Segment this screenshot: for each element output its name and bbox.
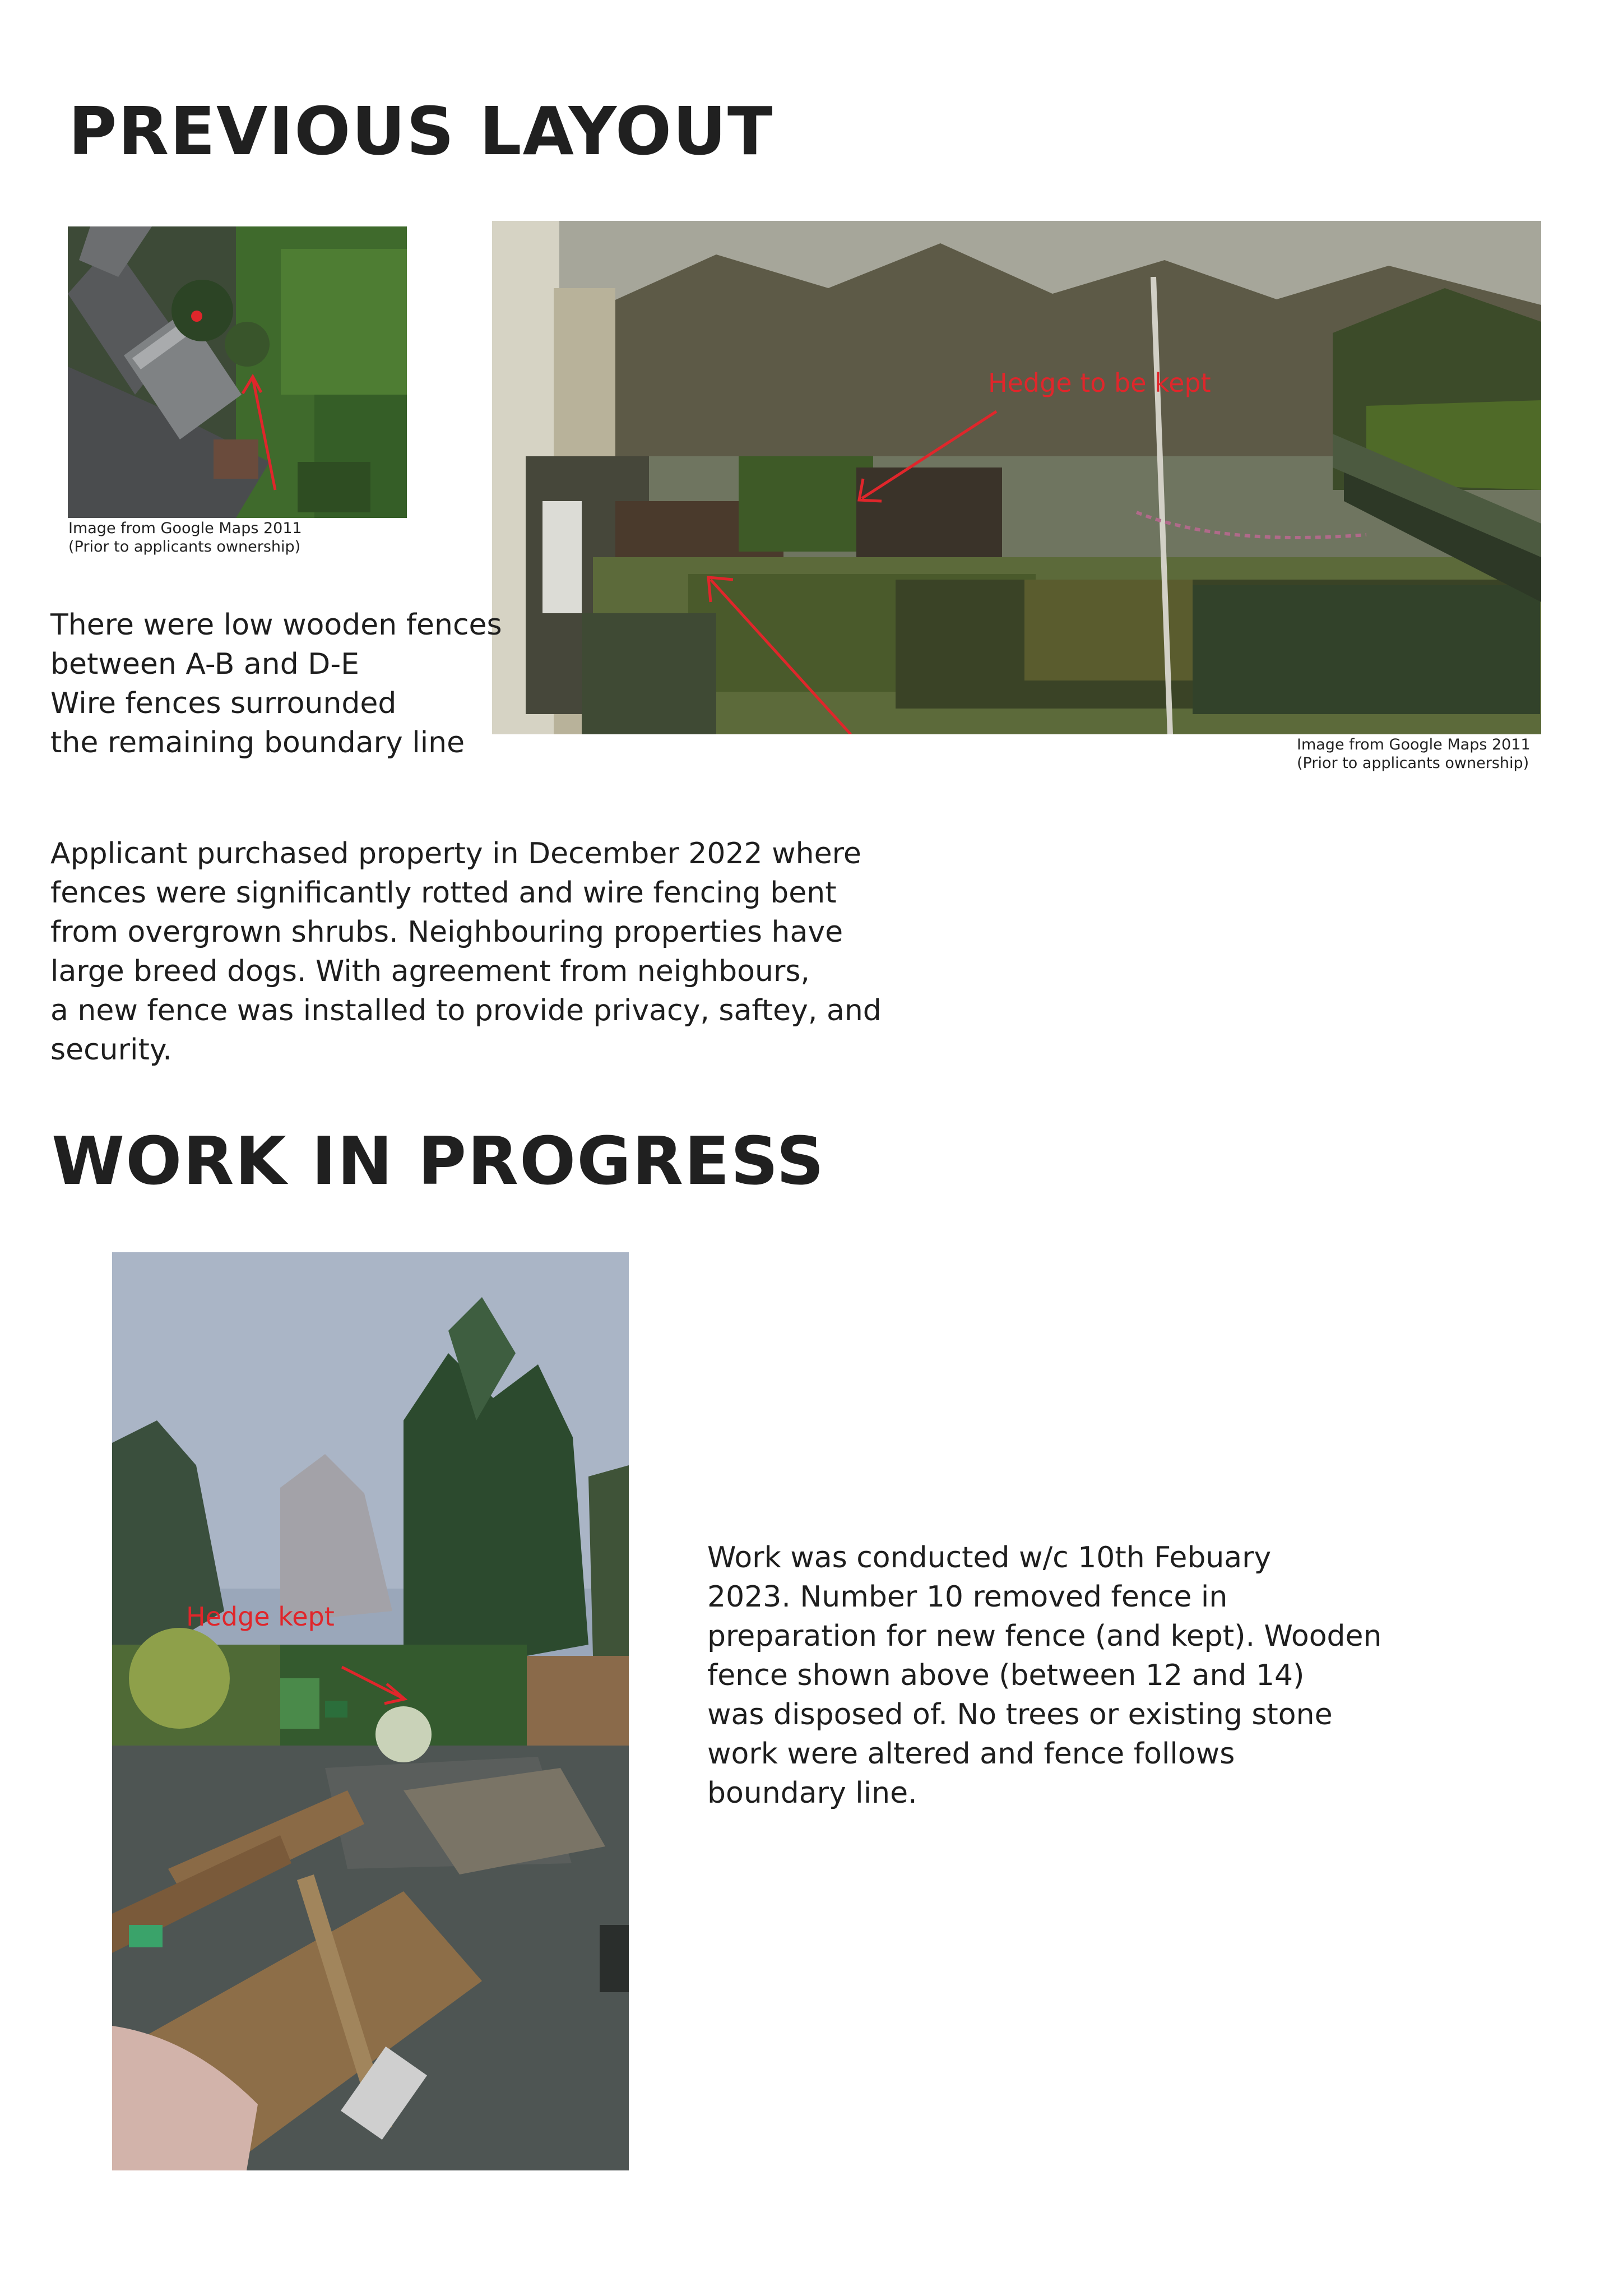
hedge-annotation-label: Hedge to be kept xyxy=(988,368,1211,398)
text-line: work were altered and fence follows xyxy=(707,1737,1235,1771)
text-line: There were low wooden fences xyxy=(50,608,502,642)
text-line: was disposed of. No trees or existing stone xyxy=(707,1698,1333,1732)
text-line: fences were significantly rotted and wire fencing bent xyxy=(50,876,837,910)
text-line: from overgrown shrubs. Neighbouring properties have xyxy=(50,915,843,949)
caption-line: Image from Google Maps 2011 xyxy=(1297,736,1531,753)
text-line: the remaining boundary line xyxy=(50,726,465,760)
arrow-annotation xyxy=(112,1252,629,2170)
text-line: Wire fences surrounded xyxy=(50,687,397,720)
hedge-kept-label: Hedge kept xyxy=(186,1601,335,1632)
purchase-description xyxy=(50,834,882,1070)
text-line: Applicant purchased property in December 2022 where xyxy=(50,837,861,871)
work-in-progress-photo xyxy=(112,1252,629,2170)
caption-line: (Prior to applicants ownership) xyxy=(68,538,301,556)
text-line: security. xyxy=(50,1033,172,1067)
text-line: fence shown above (between 12 and 14) xyxy=(707,1659,1305,1692)
arrow-annotation xyxy=(492,221,1541,734)
fences-description xyxy=(50,605,502,762)
caption-line: (Prior to applicants ownership) xyxy=(1297,754,1529,772)
text-line: 2023. Number 10 removed fence in xyxy=(707,1580,1228,1614)
text-line: a new fence was installed to provide privacy, saftey, and xyxy=(50,994,882,1027)
text-line: between A-B and D-E xyxy=(50,647,359,681)
work-in-progress-heading: WORK IN PROGRESS xyxy=(52,1122,826,1200)
text-line: Work was conducted w/c 10th Febuary xyxy=(707,1541,1272,1575)
street-view-caption xyxy=(1297,735,1531,772)
aerial-map-caption xyxy=(68,519,302,556)
work-description xyxy=(707,1538,1382,1813)
text-line: large breed dogs. With agreement from neighbours, xyxy=(50,955,810,988)
aerial-map-image xyxy=(68,226,407,518)
street-view-image xyxy=(492,221,1541,734)
previous-layout-heading: PREVIOUS LAYOUT xyxy=(68,92,774,170)
caption-line: Image from Google Maps 2011 xyxy=(68,520,302,537)
text-line: preparation for new fence (and kept). Wooden xyxy=(707,1619,1382,1653)
text-line: boundary line. xyxy=(707,1776,917,1810)
arrow-annotation xyxy=(68,226,407,518)
